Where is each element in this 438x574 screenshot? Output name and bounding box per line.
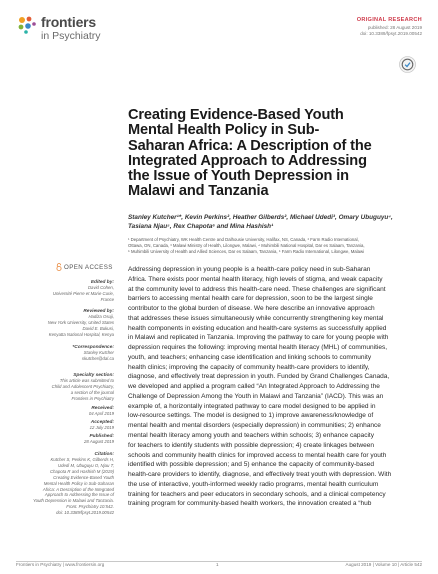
affiliation-line: ⁵ Muhimbili University of Health and Allied Sciences, Dar es Salaam, Tanzania, ⁶ Farm Radio International, Lilongwe, Malawi — [128, 249, 365, 255]
affiliations — [128, 237, 424, 255]
citation-line: Kutcher S, Perkins K, Gilberds H, — [50, 457, 114, 462]
citation-doi[interactable]: doi: 10.3389/fpsyt.2019.00542 — [56, 510, 114, 516]
specialty-line: Child and Adolescent Psychiatry, — [51, 383, 114, 389]
title-line: Malawi and Tanzania — [128, 183, 269, 200]
abstract-line: health components in existing education and health-care systems as successfully applied — [128, 324, 387, 332]
title-line: Mental Health Policy in Sub- — [128, 122, 320, 139]
edited-by-label: Edited by: — [90, 280, 114, 285]
author-list — [128, 213, 424, 231]
footer-issue: August 2019 | Volume 10 | Article 542 — [345, 562, 422, 567]
abstract-line: the use of interactive, youth-informed weekly radio programs, mental health curriculum — [128, 480, 379, 488]
title-line: Creating Evidence-Based Youth — [128, 107, 344, 123]
editor-line: David Cohen, — [87, 285, 114, 290]
abstract-line: at the community level to address this health-care need. These challenges are significant — [128, 285, 386, 293]
published-date: published: 28 August 2019 — [367, 25, 422, 30]
abstract-line: health clinics; improving the capacity of community health-care providers to identify, — [128, 363, 370, 371]
edited-by-section — [14, 280, 114, 303]
abstract-line: barriers to accessing mental health care for depression, soon to be the largest single — [128, 295, 373, 303]
reviewed-by-label: Reviewed by: — [83, 309, 114, 314]
accepted-date: 12 July 2019 — [89, 424, 114, 430]
citation-line: Youth Depression in Malawi and Tanzania. — [32, 498, 114, 504]
reviewer-line: Kenyatta National Hospital, Kenya — [48, 331, 114, 337]
abstract-line: depression requires the following: improving mental health literacy (MHL) of communities, — [128, 344, 388, 352]
author-line[interactable]: Tasiana Njau⁵, Rex Chapota⁶ and Mina Hashish¹ — [128, 223, 274, 230]
received-date: 04 April 2019 — [88, 411, 114, 416]
abstract-line: contributor to the global burden of disease. We here describe an innovative approach — [128, 305, 375, 313]
correspondence-email[interactable]: skutcher@dal.ca — [81, 355, 114, 361]
accepted-label: Accepted: — [90, 419, 114, 425]
open-access-label: OPEN ACCESS — [64, 264, 113, 271]
abstract-line: we developed and applied a program called “An Integrated Approach to Addressing the — [128, 383, 380, 391]
title-line: Integrated Approach to Addressing — [128, 152, 367, 169]
specialty-section — [14, 373, 114, 402]
citation-line: Chapota R and Hashish M (2019) — [49, 468, 114, 474]
abstract-line: health-care providers to identify, diagnose, and effectively treat youth with depression. With — [128, 471, 392, 479]
abstract-line: training for teachers and peer educators in secondary schools, and a clinical competency — [128, 490, 386, 498]
abstract-line: youth, and teachers; enhancing case identification and linking schools to community — [128, 353, 372, 361]
published-label: Published: — [89, 433, 114, 439]
abstract-line: in Malawi and replicated in Tanzania. Improving the pathway to care for young people with — [128, 334, 389, 342]
page-number: 1 — [216, 562, 219, 567]
dates-section — [14, 406, 114, 445]
article-title — [128, 108, 424, 200]
reviewer-line: New York University, United States — [47, 319, 114, 325]
correspondence-section — [14, 345, 114, 362]
abstract-line: diagnose, and effectively treat depression in youth. Funded by Grand Challenges Canada, — [128, 373, 390, 381]
footer-journal[interactable]: Frontiers in Psychiatry | www.frontiersin.org — [16, 562, 105, 567]
abstract-line: low-resource settings. The model is designed to 1) improve awareness/knowledge of — [128, 412, 374, 420]
editor-line: France — [100, 296, 114, 302]
abstract-line: mental health literacy among youth and teachers within schools; 3) enhance capacity — [128, 432, 375, 440]
published-date-sidebar: 28 August 2019 — [84, 438, 114, 444]
doi[interactable]: doi: 10.3389/fpsyt.2019.00542 — [360, 31, 422, 36]
reviewer-line: Hadiza Osuji, — [88, 314, 114, 319]
received-label: Received: — [91, 406, 114, 411]
citation-line: Front. Psychiatry 10:542. — [66, 504, 114, 510]
specialty-line: This article was submitted to — [59, 378, 114, 383]
abstract-line: mental health and mental disorders (especially depression) in communities; 2) enhance — [128, 422, 381, 430]
open-access-icon — [56, 263, 62, 271]
brand-name: frontiers — [41, 14, 96, 30]
specialty-line: Frontiers in Psychiatry — [71, 395, 114, 401]
abstract-line: that addresses these issues simultaneously while concurrently strengthening key mental — [128, 314, 384, 322]
check-for-updates-icon[interactable] — [399, 56, 416, 73]
citation-line: Udedi M, Ubuguyu O, Njau T, — [58, 462, 114, 468]
specialty-label: Specialty section: — [73, 373, 114, 378]
author-line[interactable]: Stanley Kutcher¹*, Kevin Perkins², Heather Gilberds², Michael Udedi³, Omary Ubuguyu⁴, — [128, 214, 393, 221]
abstract-line: identified with possible depression; and 5) enhance the capacity of community-based — [128, 461, 375, 469]
citation-line: Approach to Addressing the Issue of — [44, 492, 114, 498]
citation-line: Mental Health Policy in Sub-Saharan — [43, 480, 114, 486]
abstract-line: Addressing depression in young people is a health-care policy need in sub-Saharan — [128, 266, 371, 273]
frontiers-logo-icon — [16, 14, 38, 36]
abstract-line: for teachers to identify students with possible depression; 4) create linkages between — [128, 441, 375, 449]
specialty-line: a section of the journal — [70, 389, 114, 395]
abstract-line: example of, a horizontally integrated pathway to care model designed to be applied in — [128, 402, 376, 410]
reviewer-line: David E. Bukusi, — [82, 325, 114, 331]
title-line: Saharan Africa: A Description of the — [128, 137, 372, 154]
citation-line: Africa: A Description of the Integrated — [42, 486, 114, 492]
abstract-line: training program for community-based health workers, the innovation created a “hub — [128, 500, 372, 508]
correspondence-label: *Correspondence: — [72, 345, 114, 350]
journal-name: in Psychiatry — [41, 30, 101, 42]
affiliation-line: Ottawa, ON, Canada, ³ Malawi Ministry of Health, Lilongwe, Malawi, ⁴ Muhimbili National Hospital, Dar es Salaam, Tanzania, — [128, 243, 365, 249]
editor-line: Université Pierre et Marie Curie, — [52, 290, 114, 296]
abstract — [128, 265, 424, 509]
citation-line: Creating Evidence-Based Youth — [53, 474, 114, 480]
title-line: the Issue of Youth Depression in — [128, 168, 349, 185]
article-type: ORIGINAL RESEARCH — [356, 17, 422, 23]
abstract-line: Africa. There exists poor mental health literacy, high levels of stigma, and weak capacity — [128, 275, 383, 283]
reviewed-by-section — [14, 309, 114, 338]
abstract-line: Challenge of Depression Among the Youth in Malawi and Tanzania” (IACD). This was an — [128, 392, 384, 400]
affiliation-line: ¹ Department of Psychiatry, WK Health Centre and Dalhousie University, Halifax, NS, Canada, ² Farm Radio International, — [128, 237, 359, 242]
correspondence-name: Stanley Kutcher — [83, 350, 114, 355]
abstract-line: schools and community health clinics for improved access to mental health care for youth — [128, 451, 387, 459]
citation-section — [14, 452, 114, 516]
citation-label: Citation: — [94, 452, 114, 457]
